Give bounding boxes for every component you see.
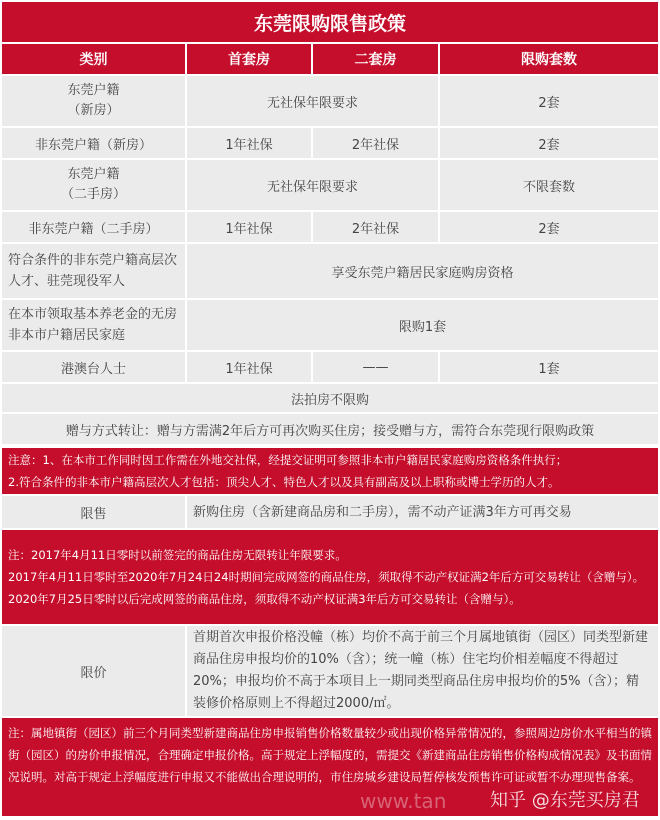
row-category: 非东莞户籍（新房）	[2, 128, 185, 158]
row-category: 在本市领取基本养老金的无房非本市户籍居民家庭	[2, 300, 185, 350]
header-limit: 限购套数	[440, 44, 658, 74]
row-limit: 2套	[440, 76, 658, 126]
note-line: 2020年7月25日零时以后完成网签的商品住房，须取得不动产权证满3年后方可交易转让（含赠与）。	[8, 592, 521, 606]
row-category: 符合条件的非东莞户籍高层次人才、驻莞现役军人	[2, 244, 185, 298]
row-category: 港澳台人士	[2, 352, 185, 382]
watermark-site: www.tan	[360, 789, 447, 813]
note-sale	[2, 530, 658, 624]
note-line: 注：2017年4月11日零时以前签完的商品住房无限转让年限要求。	[8, 548, 347, 562]
row-requirement: 享受东莞户籍居民家庭购房资格	[187, 244, 658, 298]
sale-limit-text: 新购住房（含新建商品房和二手房），需不动产证满3年方可再交易	[187, 496, 658, 528]
header-category: 类别	[2, 44, 185, 74]
header-second-home: 二套房	[313, 44, 438, 74]
row-second: ——	[313, 352, 438, 382]
row-requirement: 无社保年限要求	[187, 76, 438, 126]
gift-row: 赠与方式转让：赠与方需满2年后方可再次购买住房；接受赠与方，需符合东莞现行限购政策	[2, 414, 658, 444]
note-line: 2017年4月11日零时至2020年7月24日24时期间完成网签的商品住房，须取得不动产权证满2年后方可交易转让（含赠与）。	[8, 570, 645, 584]
row-limit: 2套	[440, 212, 658, 242]
row-category: 东莞户籍 （新房）	[2, 76, 185, 126]
row-category: 非东莞户籍（二手房）	[2, 212, 185, 242]
note-line: 2.符合条件的非本市户籍高层次人才包括：顶尖人才、特色人才以及具有副高及以上职称或博士学历的人才。	[8, 475, 560, 489]
row-limit: 不限套数	[440, 160, 658, 210]
page-title: 东莞限购限售政策	[2, 2, 658, 42]
row-first: 1年社保	[187, 128, 311, 158]
row-requirement: 无社保年限要求	[187, 160, 438, 210]
sale-limit-label: 限售	[2, 496, 185, 528]
row-limit: 1套	[440, 352, 658, 382]
row-limit: 2套	[440, 128, 658, 158]
row-category: 东莞户籍 （二手房）	[2, 160, 185, 210]
auction-row: 法拍房不限购	[2, 384, 658, 412]
note-line: 注意：1、在本市工作同时因工作需在外地交社保，经提交证明可参照非本市户籍居民家庭购房资格条件执行；	[8, 453, 568, 467]
price-limit-text: 首期首次申报价格没幢（栋）均价不高于前三个月属地镇街（园区）同类型新建商品住房申报均价的10%（含）；统一幢（栋）住宅均价相差幅度不得超过20%；申报均价不高于本项目上一期同类型商品住房申报均价的5%（含）；精装修价格原则上不得超过2000/㎡。	[187, 626, 658, 716]
row-requirement: 限购1套	[187, 300, 658, 350]
row-second: 2年社保	[313, 212, 438, 242]
note-price: 注：属地镇街（园区）前三个月同类型新建商品住房申报销售价格数量较少或出现价格异常情况的，参照周边房价水平相当的镇街（园区）的房价申报情况，合理确定申报价格。高于规定上浮幅度的，需提交《新建商品住房销售价格构成情况表》及书面情况说明。对高于规定上浮幅度进行申报又不能做出合理说明的，市住房城乡建设局暂停核发预售许可证或暂不办理现售备案。	[2, 718, 658, 816]
header-first-home: 首套房	[187, 44, 311, 74]
row-second: 2年社保	[313, 128, 438, 158]
row-first: 1年社保	[187, 352, 311, 382]
note-purchase	[2, 448, 658, 494]
price-limit-label: 限价	[2, 626, 185, 716]
row-first: 1年社保	[187, 212, 311, 242]
watermark: 知乎 @东莞买房君	[490, 790, 640, 811]
